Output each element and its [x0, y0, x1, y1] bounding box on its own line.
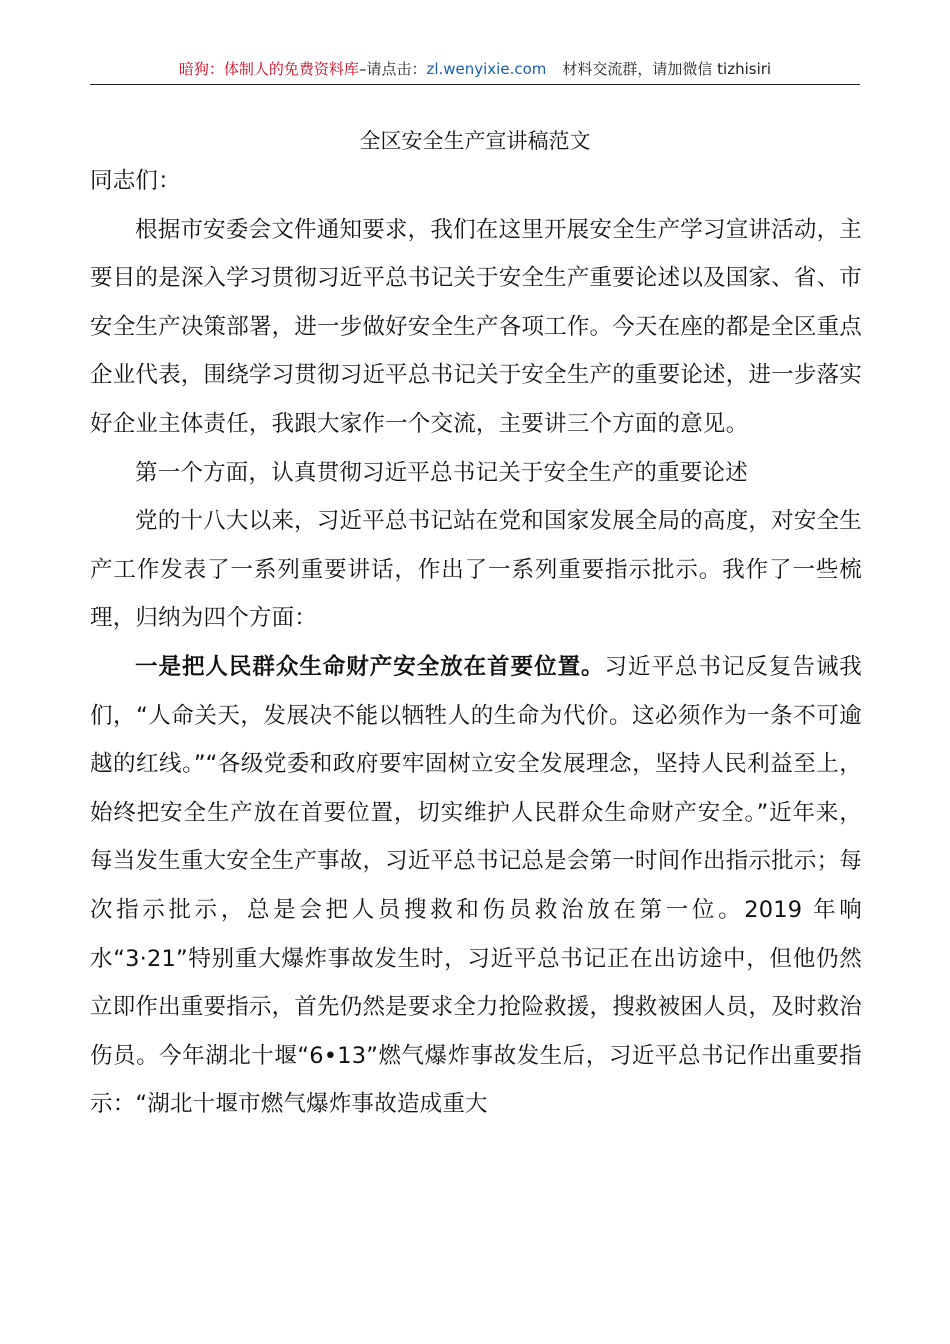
page-header [90, 58, 860, 85]
section-heading-one: 第一个方面，认真贯彻习近平总书记关于安全生产的重要论述 [135, 459, 748, 486]
point-one-heading: 一是把人民群众生命财产安全放在首要位置。 [135, 653, 605, 680]
point-one-body: 习近平总书记反复告诫我们，“人命关天，发展决不能以牺牲人的生命为代价。这必须作为一条不可逾越的红线。”“各级党委和政府要牢固树立安全发展理念，坚持人民利益至上，始终把安全生产放在首要位置，切实维护人民群众生命财产安全。”近年来，每当发生重大安全生产事故，习近平总书记总是会第一时间作出指示批示；每次指示批示，总是会把人员搜救和伤员救治放在第一位。2019 年响水“3·21”特别重大爆炸事故发生时，习近平总书记正在出访途中，但他仍然立即作出重要指示，首先仍然是要求全力抢险救援，搜救被困人员，及时救治伤员。今年湖北十堰“6•13”燃气爆炸事故发生后，习近平总书记作出重要指示：“湖北十堰市燃气爆炸事故造成重大 [90, 653, 862, 1118]
paragraph-point-one [90, 643, 862, 1129]
salutation: 同志们： [90, 168, 181, 194]
paragraph-intro: 根据市安委会文件通知要求，我们在这里开展安全生产学习宣讲活动，主要目的是深入学习贯彻习近平总书记关于安全生产重要论述以及国家、省、市安全生产决策部署，进一步做好安全生产各项工作。今天在座的都是全区重点企业代表，围绕学习贯彻习近平总书记关于安全生产的重要论述，进一步落实好企业主体责任，我跟大家作一个交流，主要讲三个方面的意见。 [90, 216, 862, 437]
document-body [90, 157, 862, 1129]
document-title: 全区安全生产宣讲稿范文 [359, 129, 591, 153]
group-contact-text: 材料交流群，请加微信 tizhisiri [562, 60, 772, 78]
click-prompt: –请点击： [358, 60, 427, 78]
site-name: 暗狗：体制人的免费资料库 [178, 60, 359, 78]
paragraph-summary: 党的十八大以来，习近平总书记站在党和国家发展全局的高度，对安全生产工作发表了一系列重要讲话，作出了一系列重要指示批示。我作了一些梳理，归纳为四个方面： [90, 508, 862, 632]
site-url-link[interactable]: zl.wenyixie.com [426, 60, 547, 78]
